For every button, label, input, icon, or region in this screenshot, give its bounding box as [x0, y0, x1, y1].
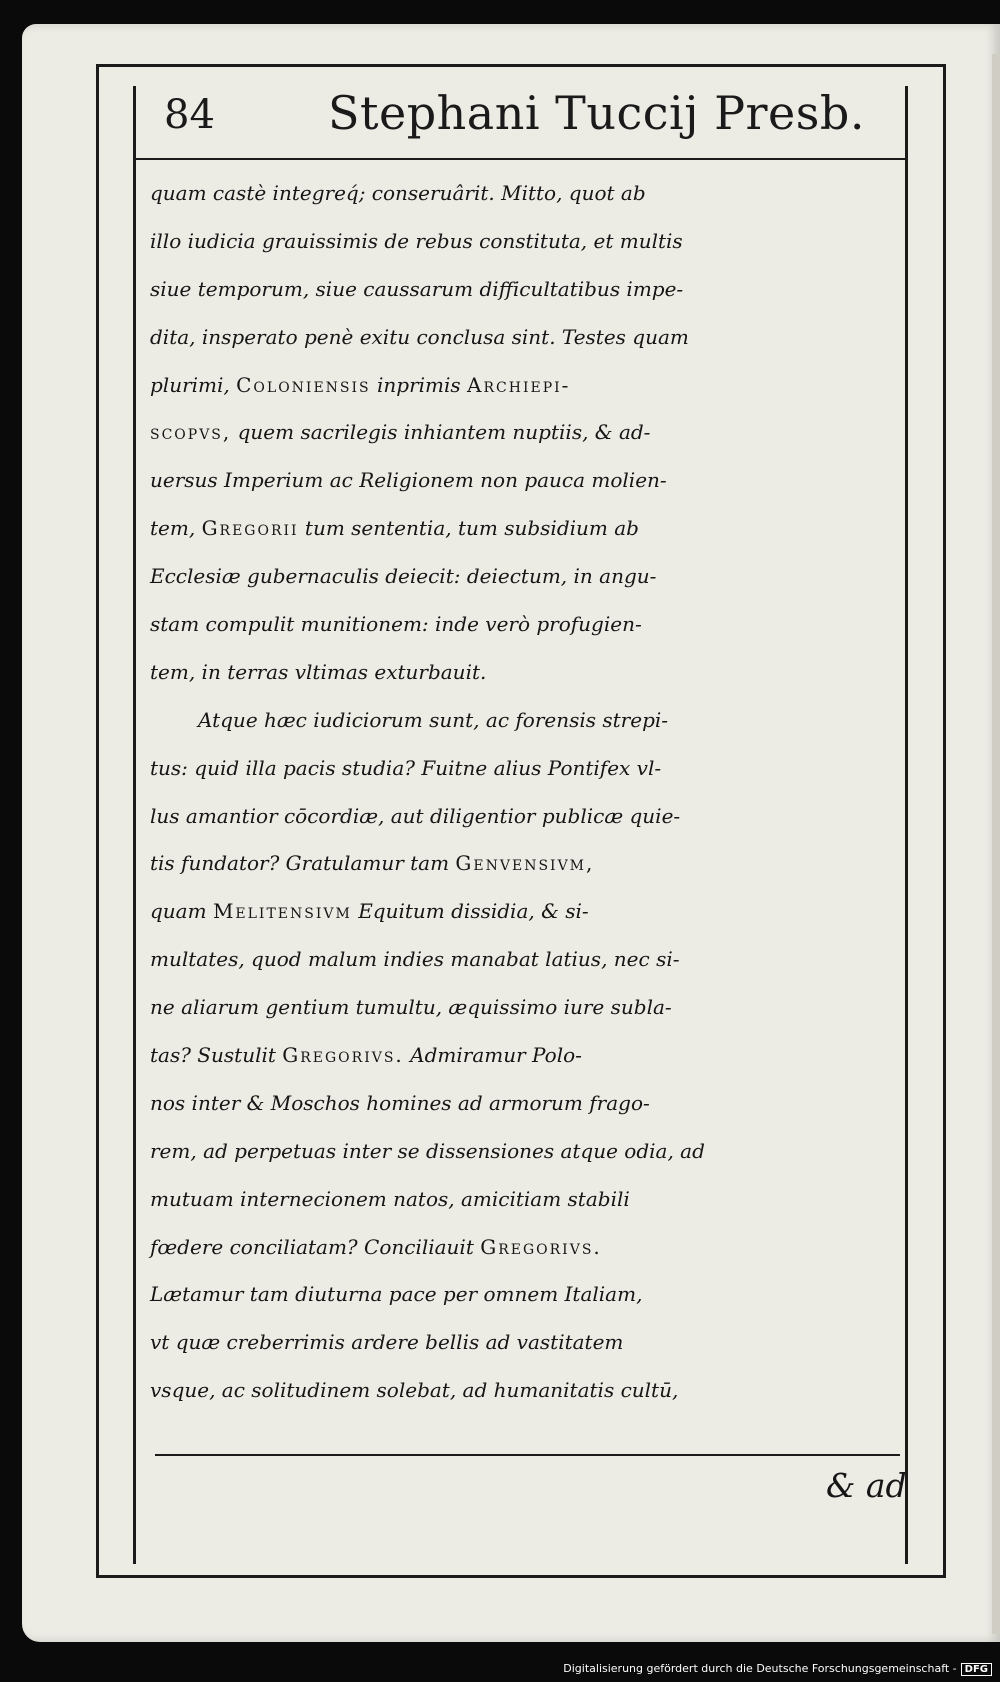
text-segment: Equitum dissidia, & si-: [351, 899, 589, 924]
text-segment: tem,: [150, 516, 202, 541]
text-segment: mutuam internecionem natos, amicitiam stabili: [150, 1186, 630, 1211]
text-line: [150, 697, 930, 745]
footer-rule: [155, 1454, 900, 1456]
digitization-credit: [563, 1662, 992, 1676]
frame-bottom-rule: [96, 1575, 946, 1578]
small-caps-name: Archiepi-: [467, 372, 571, 397]
text-segment: tis fundator? Gratulamur tam: [150, 851, 456, 876]
small-caps-name: Melitensivm: [212, 899, 352, 924]
text-line: [150, 1128, 930, 1176]
text-segment: tas? Sustulit: [150, 1043, 283, 1068]
text-line: [150, 218, 930, 266]
text-segment: Atque hæc iudiciorum sunt, ac forensis strepi-: [198, 707, 669, 732]
text-segment: nos inter & Moschos homines ad armorum frago-: [150, 1090, 650, 1115]
text-line: [150, 840, 930, 888]
frame-right-outer-rule: [943, 64, 946, 1578]
text-segment: quam: [150, 899, 213, 924]
text-segment: fœdere conciliatam? Conciliauit: [150, 1234, 481, 1259]
text-segment: Lætamur tam diuturna pace per omnem Italiam,: [150, 1282, 643, 1307]
frame-top-rule: [96, 64, 946, 67]
text-line: [150, 505, 930, 553]
text-segment: vsque, ac solitudinem solebat, ad humanitatis cultū,: [150, 1378, 679, 1403]
text-segment: rem, ad perpetuas inter se dissensiones atque odia, ad: [150, 1138, 705, 1163]
text-segment: lus amantior cōcordiæ, aut diligentior publicæ quie-: [150, 803, 681, 828]
text-line: [150, 314, 930, 362]
text-line: [150, 601, 930, 649]
text-line: [150, 1367, 930, 1415]
text-segment: tus: quid illa pacis studia? Fuitne alius Pontifex vl-: [150, 755, 662, 780]
small-caps-name: Coloniensis: [236, 372, 371, 397]
catchword: & ad: [826, 1466, 907, 1505]
page-edge: [992, 54, 1000, 1634]
text-segment: Admiramur Polo-: [403, 1043, 582, 1068]
text-segment: ne aliarum gentium tumultu, æquissimo iure subla-: [150, 995, 672, 1020]
frame-left-inner-rule: [133, 86, 136, 1564]
header-rule: [133, 158, 908, 160]
text-line: [150, 1224, 930, 1272]
running-title: Stephani Tuccij Presb.: [328, 86, 865, 140]
page-number: 84: [164, 92, 215, 138]
text-segment: stam compulit munitionem: inde verò profugien-: [150, 612, 642, 637]
text-line: [150, 266, 930, 314]
dfg-logo: DFG: [961, 1663, 992, 1676]
small-caps-name: Genvensivm,: [455, 851, 595, 876]
text-segment: tum sententia, tum subsidium ab: [298, 516, 639, 541]
text-segment: uersus Imperium ac Religionem non pauca molien-: [150, 468, 667, 493]
small-caps-name: Gregorivs.: [282, 1043, 404, 1068]
text-line: [150, 1176, 930, 1224]
text-line: [150, 1271, 930, 1319]
text-line: [150, 984, 930, 1032]
text-line: [150, 1032, 930, 1080]
text-segment: quam castè integreq́; conseruârit. Mitto, quot ab: [150, 181, 646, 205]
text-line: [150, 362, 930, 410]
text-line: [150, 649, 930, 697]
text-line: [150, 936, 930, 984]
small-caps-name: scopvs,: [150, 420, 232, 445]
text-segment: multates, quod malum indies manabat latius, nec si-: [150, 947, 680, 972]
text-line: [150, 1080, 930, 1128]
text-segment: inprimis: [370, 372, 468, 397]
body-text: [150, 170, 930, 1415]
text-line: [150, 553, 930, 601]
text-segment: vt quæ creberrimis ardere bellis ad vastitatem: [150, 1330, 624, 1355]
text-segment: Ecclesiæ gubernaculis deiecit: deiectum, in angu-: [150, 564, 657, 589]
text-line: [150, 457, 930, 505]
text-line: [150, 1319, 930, 1367]
running-head: [150, 86, 910, 150]
credit-text: Digitalisierung gefördert durch die Deutsche Forschungsgemeinschaft -: [563, 1662, 957, 1675]
text-line: [150, 745, 930, 793]
text-line: [150, 793, 930, 841]
text-line: [150, 888, 930, 936]
text-line: [150, 409, 930, 457]
text-segment: tem, in terras vltimas exturbauit.: [150, 659, 487, 684]
text-segment: illo iudicia grauissimis de rebus constituta, et multis: [150, 228, 683, 253]
text-segment: quem sacrilegis inhiantem nuptiis, & ad-: [231, 420, 651, 445]
text-segment: plurimi,: [150, 372, 237, 397]
text-segment: dita, insperato penè exitu conclusa sint. Testes quam: [150, 324, 689, 349]
text-segment: siue temporum, siue caussarum difficultatibus impe-: [150, 276, 684, 301]
text-line: [150, 170, 930, 218]
small-caps-name: Gregorivs.: [480, 1234, 602, 1259]
frame-left-outer-rule: [96, 64, 99, 1578]
small-caps-name: Gregorii: [201, 516, 299, 541]
